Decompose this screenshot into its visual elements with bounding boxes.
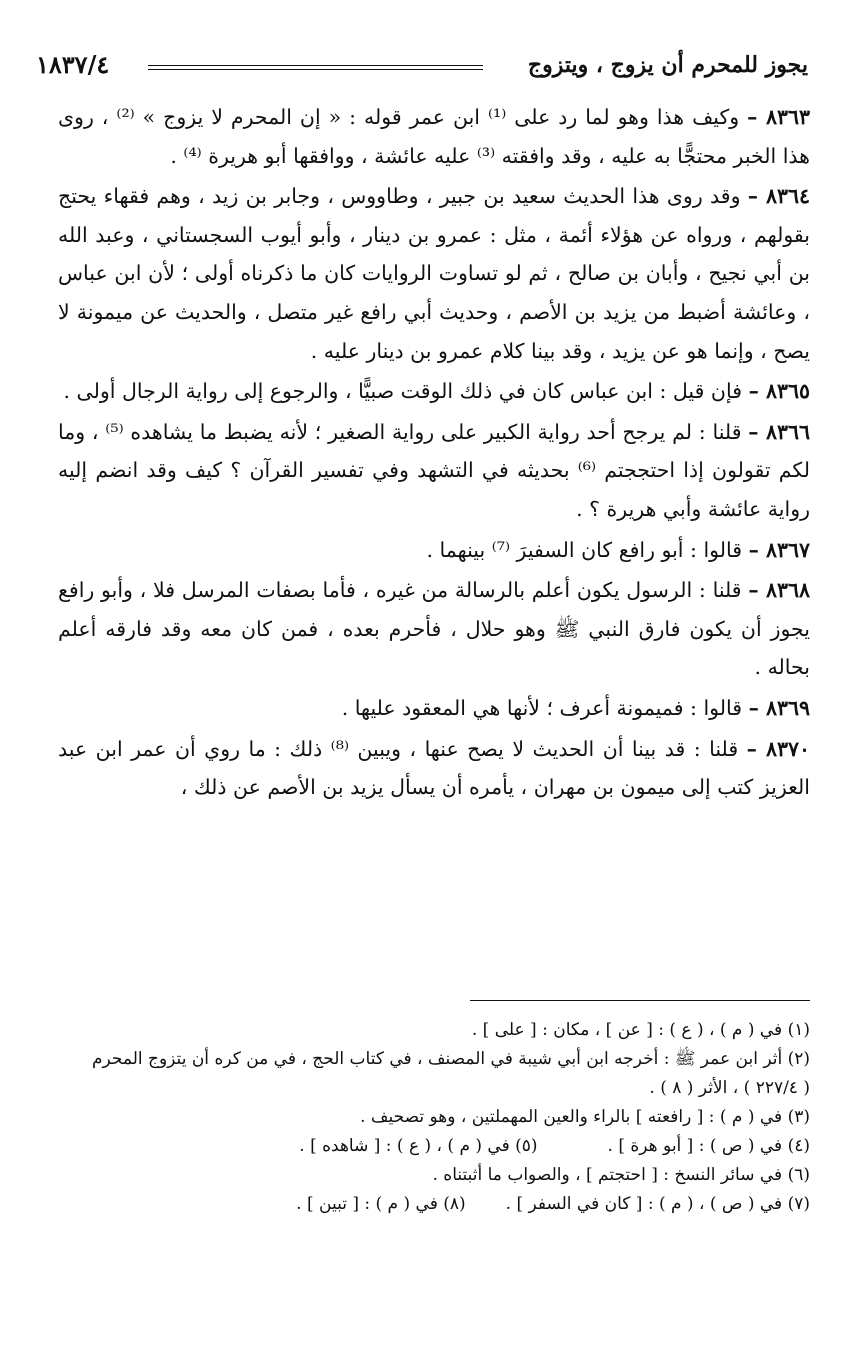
paragraph-number: ٨٣٦٥ – (748, 379, 810, 404)
footnotes (58, 1016, 810, 1219)
paragraph-8370 (58, 730, 810, 807)
footnote-4: (٤) في ( ص ) : [ أبو هرة ] . (607, 1136, 810, 1156)
paragraph-8365 (58, 372, 810, 411)
paragraph-text: فإن قيل : ابن عباس كان في ذلك الوقت صبيًّا ، والرجوع إلى رواية الرجال أولى . (63, 379, 743, 404)
main-text (58, 98, 810, 809)
paragraph-8364 (58, 177, 810, 370)
footnote-6: (٦) في سائر النسخ : [ احتجتم ] ، والصواب ما أثبتناه . (432, 1165, 810, 1185)
paragraph-text: وقد روى هذا الحديث سعيد بن جبير ، وطاووس ، وجابر بن زيد ، وهم فقهاء يحتج بقولهم ، ورواه عن هؤلاء أئمة ، مثل : عمرو بن دينار ، وأبو أيوب السجستاني ، وعبد الله بن أبي نجيح ، وأبان بن صالح ، ثم لو تساوت الروايات كان ما ذكرناه أولى ؛ لأن ابن عباس ، وعائشة أضبط من يزيد بن الأصم ، وحديث أبي رافع غير متصل ، والحديث عن ميمونة لا يصح ، وإنما هو عن يزيد ، وقد بينا كلام عمرو بن دينار عليه . (58, 184, 810, 363)
page-header (36, 50, 808, 86)
footnote-3: (٣) في ( م ) : [ رافعته ] بالراء والعين المهملتين ، وهو تصحيف . (360, 1107, 810, 1127)
paragraph-text: قالوا : أبو رافع كان السفيرَ ⁽⁷⁾ بينهما . (426, 537, 743, 562)
page-number: ١٨٣٧/٤ (36, 50, 110, 79)
paragraph-8369 (58, 689, 810, 728)
paragraph-number: ٨٣٦٩ – (748, 695, 810, 720)
paragraph-text: قلنا : الرسول يكون أعلم بالرسالة من غيره ، فأما بصفات المرسل فلا ، وأبو رافع يجوز أن يكون فارق النبي ﷺ وهو حلال ، فأحرم بعده ، فمن كان معه وقد فارقه أعلم بحاله . (58, 578, 810, 680)
paragraph-number: ٨٣٧٠ – (746, 736, 810, 761)
footnote-5: (٥) في ( م ) ، ( ع ) : [ شاهده ] . (299, 1136, 538, 1156)
paragraph-number: ٨٣٦٣ – (747, 105, 810, 129)
paragraph-number: ٨٣٦٧ – (748, 537, 810, 562)
paragraph-text: قلنا : لم يرجح أحد رواية الكبير على رواية الصغير ؛ لأنه يضبط ما يشاهده ⁽⁵⁾ ، وما لكم تقولون إذا احتججتم ⁽⁶⁾ بحديثه في التشهد وفي تفسير القرآن ؟ كيف وقد انضم إليه رواية عائشة وأبي هريرة ؟ . (58, 419, 810, 521)
paragraph-8363 (58, 98, 810, 175)
paragraph-number: ٨٣٦٦ – (748, 419, 810, 444)
footnote-8: (٨) في ( م ) : [ تبين ] . (296, 1194, 466, 1214)
paragraph-text: وكيف هذا وهو لما رد على ⁽¹⁾ ابن عمر قوله : « إن المحرم لا يزوج » ⁽²⁾ ، روى هذا الخبر محتجًّا به عليه ، وقد وافقته ⁽³⁾ عليه عائشة ، ووافقها أبو هريرة ⁽⁴⁾ . (58, 105, 810, 168)
footnote-2: (٢) أثر ابن عمر ﷺ : أخرجه ابن أبي شيبة في المصنف ، في كتاب الحج ، في من كره أن يتزوج المحرم (91, 1049, 810, 1069)
running-title: يجوز للمحرم أن يزوج ، ويتزوج (527, 52, 808, 78)
paragraph-8366 (58, 413, 810, 529)
footnote-row-4-5 (58, 1132, 810, 1161)
paragraph-8368 (58, 571, 810, 687)
paragraph-text: قلنا : قد بينا أن الحديث لا يصح عنها ، ويبين ⁽⁸⁾ ذلك : ما روي أن عمر ابن عبد العزيز كتب إلى ميمون بن مهران ، يأمره أن يسأل يزيد بن الأصم عن ذلك ، (58, 736, 810, 800)
paragraph-8367 (58, 531, 810, 570)
paragraph-number: ٨٣٦٤ – (747, 184, 810, 209)
header-rule (148, 65, 483, 70)
paragraph-text: قالوا : فميمونة أعرف ؛ لأنها هي المعقود عليها . (341, 695, 743, 720)
footnote-2-continued: ( ٢٢٧/٤ ) ، الأثر ( ٨ ) . (649, 1078, 810, 1098)
footnote-7: (٧) في ( ص ) ، ( م ) : [ كان في السفر ] . (505, 1194, 810, 1214)
paragraph-number: ٨٣٦٨ – (748, 578, 810, 603)
footnote-separator (470, 1000, 810, 1001)
footnote-1: (١) في ( م ) ، ( ع ) : [ عن ] ، مكان : [ على ] . (471, 1020, 810, 1040)
footnote-row-7-8 (58, 1190, 810, 1219)
